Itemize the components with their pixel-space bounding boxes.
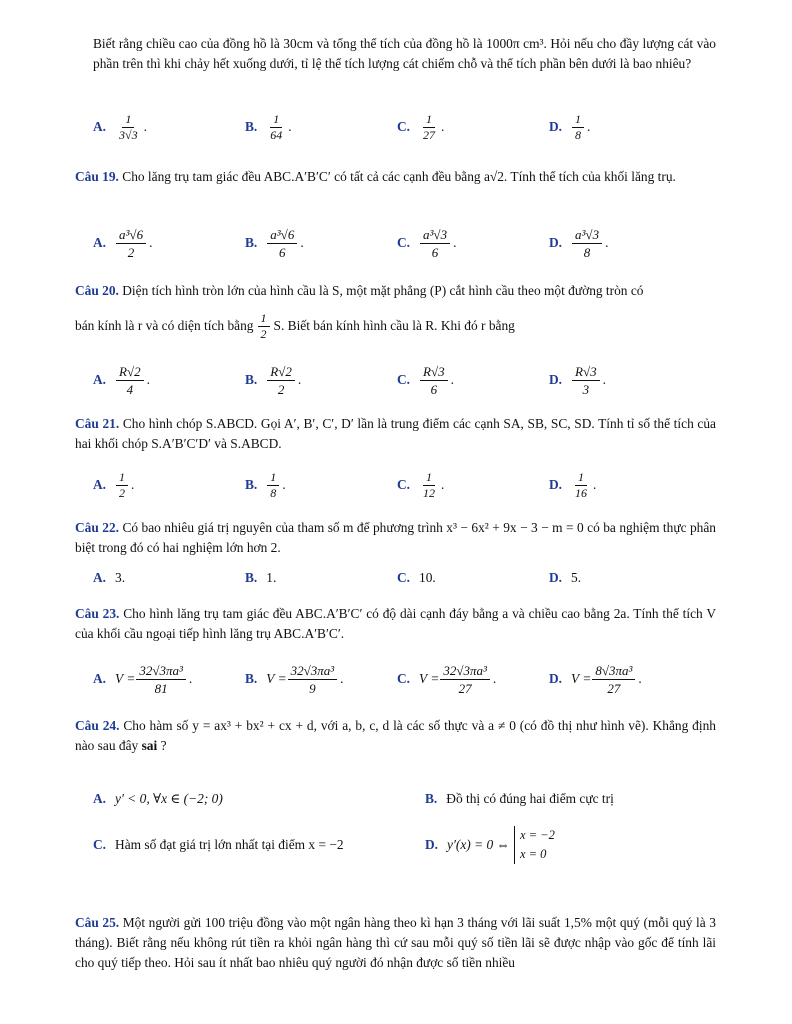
q22-option-d[interactable]: D. 5.: [549, 570, 582, 585]
question-23: [75, 604, 716, 644]
fraction: $\frac{\text{a³√6}}{6}$: [267, 227, 297, 260]
q23-option-c[interactable]: C. V = $\frac{\text{32√3πa³}}{27}$ .: [397, 662, 497, 696]
q23-option-b[interactable]: B. V = $\frac{\text{32√3πa³}}{9}$ .: [245, 662, 344, 696]
fraction: $\frac{1}{12}$: [423, 469, 436, 500]
intro-text: Biết rằng chiều cao của đồng hồ là 30cm và tổng thể tích của đồng hồ là 1000π cm³. Hỏi nếu cho đầy lượng cát vào phần trên thì khi chảy hết xuống dưới, tỉ lệ thể tích lượng cát chiếm chỗ và thể tích phần bên dưới là bao nhiêu?: [93, 36, 716, 71]
fraction: $\frac{R√3}{3}$: [572, 364, 600, 397]
q22-option-c[interactable]: C. 10.: [397, 570, 436, 585]
q24-option-b[interactable]: B. Đồ thị có đúng hai điểm cực trị: [425, 791, 614, 806]
question-label: Câu 21.: [75, 416, 120, 431]
question-text: Có bao nhiêu giá trị nguyên của tham số m để phương trình x³ − 6x² + 9x − 3 − m = 0 có ba nghiệm thực phân biệt trong đó có hai nghiệm lớn hơn 2.: [75, 520, 717, 555]
fraction-half: $\frac{1}{2}$: [258, 312, 270, 341]
q21-option-c[interactable]: C. $\frac{1}{12}$ .: [397, 469, 445, 500]
q20-option-d[interactable]: D. $\frac{R√3}{3}$ .: [549, 363, 606, 397]
question-label: Câu 23.: [75, 606, 120, 621]
fraction: $\frac{\text{32√3πa³}}{81}$: [136, 663, 186, 696]
question-20-line2: [75, 308, 716, 344]
question-21: [75, 414, 716, 454]
q22-option-a[interactable]: A. 3.: [93, 570, 126, 585]
question-label: Câu 19.: [75, 169, 119, 184]
q24-option-d[interactable]: D. y′(x) = 0 ⇔ x = −2 x = 0: [425, 823, 555, 867]
q20-options: [0, 358, 792, 402]
q23-option-d[interactable]: D. V = $\frac{\text{8√3πa³}}{27}$ .: [549, 662, 642, 696]
q22-options: [0, 556, 792, 600]
intro-option-c[interactable]: C. $\frac{1}{27}$ .: [397, 111, 445, 142]
question-24: Câu 24. Cho hàm số y = ax³ + bx² + cx + d, với a, b, c, d là các số thực và a ≠ 0 (có đồ thị như hình vẽ). Khẳng định nào sau đây sai ?: [75, 718, 716, 753]
intro-paragraph: [93, 34, 716, 74]
q24-options-row2: [0, 823, 792, 867]
fraction: $\frac{1}{27}$: [423, 111, 436, 142]
question-label: Câu 20.: [75, 283, 119, 298]
intro-options: [0, 105, 792, 149]
q20-option-c[interactable]: C. $\frac{R√3}{6}$ .: [397, 363, 454, 397]
intro-option-b[interactable]: B. $\frac{1}{64}$ .: [245, 111, 292, 142]
question-text: Cho lăng trụ tam giác đều ABC.A′B′C′ có tất cả các cạnh đều bằng a√2. Tính thể tích của khối lăng trụ.: [122, 169, 676, 184]
q24-options-row1: [0, 777, 792, 821]
q19-options: [0, 221, 792, 265]
fraction: $\frac{1}{8}$: [267, 471, 279, 500]
q23-options: [0, 657, 792, 701]
question-text-line2-pre: bán kính là r và có diện tích bằng: [75, 318, 254, 333]
fraction: $\frac{\text{a³√6}}{2}$: [116, 227, 146, 260]
q24-option-c[interactable]: C. Hàm số đạt giá trị lớn nhất tại điểm x = −2: [93, 837, 344, 852]
question-label: Câu 22.: [75, 520, 119, 535]
fraction: $\frac{\text{32√3πa³}}{27}$: [440, 663, 490, 696]
question-text: Một người gửi 100 triệu đồng vào một ngân hàng theo kì hạn 3 tháng với lãi suất 1,5% một quý (mỗi quý là 3 tháng). Biết rằng nếu không rút tiền ra khỏi ngân hàng thì cứ sau mỗi quý số tiền lãi sẽ được nhập vào gốc để tính lãi cho quý tiếp theo. Hỏi sau ít nhất bao nhiêu quý người đó nhận được số tiền nhiều: [75, 915, 716, 970]
question-text: Cho hình lăng trụ tam giác đều ABC.A′B′C′ có độ dài cạnh đáy bằng a và chiều cao bằng 2a. Tính thể tích V của khối cầu ngoại tiếp hình lăng trụ ABC.A′B′C′.: [75, 606, 716, 641]
fraction: $\frac{1}{8}$: [572, 113, 584, 142]
q20-option-a[interactable]: A. $\frac{R√2}{4}$ .: [93, 363, 150, 397]
fraction: $\frac{R√2}{2}$: [267, 364, 295, 397]
fraction: $\frac{1}{2}$: [116, 471, 128, 500]
question-label: Câu 25.: [75, 915, 120, 930]
fraction: $\frac{1}{3√3}$: [119, 111, 138, 142]
question-22: [75, 518, 716, 558]
fraction: $\frac{1}{64}$: [270, 111, 283, 142]
q20-option-b[interactable]: B. $\frac{R√2}{2}$ .: [245, 363, 302, 397]
q21-options: [0, 463, 792, 507]
q21-option-d[interactable]: D. $\frac{1}{16}$ .: [549, 469, 597, 500]
q21-option-a[interactable]: A. $\frac{1}{2}$ .: [93, 469, 135, 500]
q19-option-c[interactable]: C. $\frac{\text{a³√3}}{6}$ .: [397, 226, 457, 260]
emphasis-word: sai: [141, 738, 158, 753]
equation-system: x = −2 x = 0: [514, 826, 555, 864]
intro-option-a[interactable]: A. $\frac{1}{3√3}$ .: [93, 111, 147, 142]
fraction: $\frac{\text{a³√3}}{6}$: [420, 227, 450, 260]
question-label: Câu 24.: [75, 718, 120, 733]
q23-option-a[interactable]: A. V = $\frac{\text{32√3πa³}}{81}$ .: [93, 662, 193, 696]
q19-option-d[interactable]: D. $\frac{\text{a³√3}}{8}$ .: [549, 226, 609, 260]
question-text-line2-post: S. Biết bán kính hình cầu là R. Khi đó r bằng: [273, 318, 515, 333]
q19-option-a[interactable]: A. $\frac{\text{a³√6}}{2}$ .: [93, 226, 153, 260]
fraction: $\frac{1}{16}$: [575, 469, 588, 500]
question-text: Cho hình chóp S.ABCD. Gọi A′, B′, C′, D′ lần là trung điểm các cạnh SA, SB, SC, SD. Tính tỉ số thể tích của hai khối chóp S.A′B′C′D′ và S.ABCD.: [75, 416, 716, 451]
question-text: Cho hàm số y = ax³ + bx² + cx + d, với a, b, c, d là các số thực và a ≠ 0 (có đồ thị như hình vẽ). Khẳng định nào sau đây: [75, 718, 716, 753]
fraction: $\frac{\text{a³√3}}{8}$: [572, 227, 602, 260]
q21-option-b[interactable]: B. $\frac{1}{8}$ .: [245, 469, 286, 500]
question-25: [75, 913, 716, 973]
q24-option-a[interactable]: A. y′ < 0, ∀x ∈ (−2; 0): [93, 791, 223, 806]
fraction: $\frac{R√3}{6}$: [420, 364, 448, 397]
intro-option-d[interactable]: D. $\frac{1}{8}$ .: [549, 111, 591, 142]
question-19: [75, 167, 716, 187]
q22-option-b[interactable]: B. 1.: [245, 570, 277, 585]
question-text-line1: Diện tích hình tròn lớn của hình cầu là S, một mặt phẳng (P) cắt hình cầu theo một đường tròn có: [122, 283, 644, 298]
question-20: [75, 281, 716, 301]
fraction: $\frac{\text{32√3πa³}}{9}$: [288, 663, 338, 696]
q19-option-b[interactable]: B. $\frac{\text{a³√6}}{6}$ .: [245, 226, 304, 260]
fraction: $\frac{\text{8√3πa³}}{27}$: [592, 663, 635, 696]
fraction: $\frac{R√2}{4}$: [116, 364, 144, 397]
